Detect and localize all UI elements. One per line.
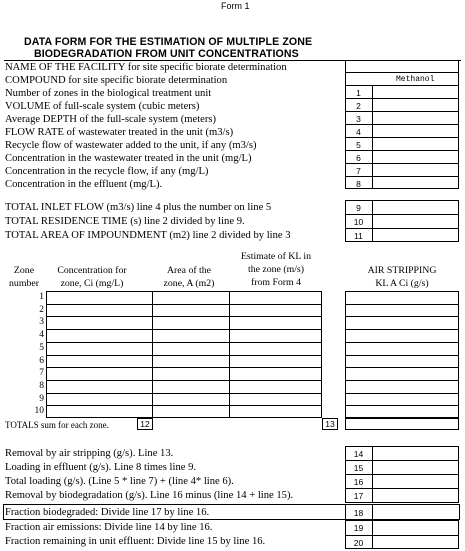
line-number: 15 (353, 463, 364, 473)
facility-label: NAME OF THE FACILITY for site specific biorate determination (5, 62, 287, 73)
zone-row-rule (345, 355, 459, 356)
form-title-line-1: DATA FORM FOR THE ESTIMATION OF MULTIPLE ZONE (24, 36, 313, 48)
totals-rule (345, 228, 459, 229)
col-header-zone: Zone number (9, 265, 39, 289)
zone-grid-divider (152, 291, 153, 427)
zone-row-rule (345, 342, 459, 343)
zone-number: 3 (39, 317, 44, 327)
zone-row-rule (46, 304, 322, 305)
zone-totals-label: TOTALS sum for each zone. (5, 420, 109, 430)
line-number: 13 (325, 419, 335, 429)
volume-label: VOLUME of full-scale system (cubic meters) (5, 101, 200, 112)
effluent-conc-label: Concentration in the effluent (mg/L). (5, 179, 163, 190)
zone-row-rule (46, 405, 322, 406)
zone-row-rule (46, 393, 322, 394)
loading-effluent-label: Loading in effluent (g/s). Line 8 times line 9. (5, 462, 197, 473)
line-number: 20 (353, 538, 364, 548)
header-rule (345, 150, 459, 151)
zone-row-rule (345, 316, 459, 317)
zone-number: 4 (39, 330, 44, 340)
fraction-remaining-label: Fraction remaining in unit effluent: Divide line 15 by line 16. (5, 536, 266, 547)
line-number: 9 (356, 203, 361, 213)
line-number: 1 (356, 88, 361, 98)
header-rule (345, 137, 459, 138)
zone-row-rule (345, 405, 459, 406)
line-number: 14 (353, 449, 364, 459)
col-header-air-stripping: AIR STRIPPING KL A Ci (g/s) (367, 265, 437, 289)
line-number: 10 (353, 217, 364, 227)
fraction-air-emissions-label: Fraction air emissions: Divide line 14 by line 16. (5, 522, 213, 533)
line-number: 8 (356, 179, 361, 189)
wastewater-conc-label: Concentration in the wastewater treated in the unit (mg/L) (5, 153, 252, 164)
form-title-line-2: BIODEGRADATION FROM UNIT CONCENTRATIONS (34, 48, 299, 60)
col-header-area: Area of the zone, A (m2) (163, 265, 215, 289)
zone-number: 6 (39, 356, 44, 366)
fraction-biodegraded-label: Fraction biodegraded: Divide line 17 by line 16. (5, 507, 210, 518)
header-rule (345, 72, 459, 73)
col-header-kl: Estimate of KL in the zone (m/s) from Form 4 (240, 251, 312, 288)
zone-row-rule (46, 355, 322, 356)
zone-number: 7 (39, 368, 44, 378)
results-line-divider (372, 504, 373, 520)
header-rule (345, 124, 459, 125)
total-loading-label: Total loading (g/s). (Line 5 * line 7) + (line 4* line 6). (5, 476, 234, 487)
fraction-biodegraded-highlight (3, 504, 460, 520)
zone-row-rule (345, 329, 459, 330)
line-number: 6 (356, 153, 361, 163)
line-number: 12 (140, 419, 150, 429)
compound-value-field[interactable]: Methanol (396, 75, 435, 84)
line-number: 7 (356, 166, 361, 176)
zone-row-rule (46, 367, 322, 368)
removal-air-stripping-label: Removal by air stripping (g/s). Line 13. (5, 448, 174, 459)
line-number: 19 (353, 523, 364, 533)
line-number: 4 (356, 127, 361, 137)
zone-number: 10 (34, 406, 44, 416)
zone-number: 5 (39, 343, 44, 353)
zone-number: 1 (39, 292, 44, 302)
zone-row-rule (46, 329, 322, 330)
results-rule (345, 488, 459, 489)
header-rule (345, 111, 459, 112)
results-rule (345, 474, 459, 475)
compound-label: COMPOUND for site specific biorate determination (5, 75, 228, 86)
zone-row-rule (46, 342, 322, 343)
line-number: 3 (356, 114, 361, 124)
results-rule (345, 535, 459, 536)
depth-label: Average DEPTH of the full-scale system (meters) (5, 114, 217, 125)
removal-biodegradation-label: Removal by biodegradation (g/s). Line 16 minus (line 14 + line 15). (5, 490, 294, 501)
line-number: 11 (354, 231, 363, 241)
total-inlet-flow-label: TOTAL INLET FLOW (m3/s) line 4 plus the number on line 5 (5, 202, 272, 213)
line-number: 16 (353, 477, 364, 487)
line-number: 18 (353, 508, 364, 518)
zone-number: 9 (39, 394, 44, 404)
zone-row-rule (46, 316, 322, 317)
line-number: 5 (356, 140, 361, 150)
results-rule (345, 460, 459, 461)
header-rule (345, 163, 459, 164)
zones-count-label: Number of zones in the biological treatment unit (5, 88, 212, 99)
form-label: Form 1 (221, 1, 250, 11)
recycle-conc-label: Concentration in the recycle flow, if any (mg/L) (5, 166, 209, 177)
zone-number: 2 (39, 305, 44, 315)
totals-line-divider (372, 200, 373, 242)
flow-rate-label: FLOW RATE of wastewater treated in the unit (m3/s) (5, 127, 234, 138)
zone-row-rule (46, 380, 322, 381)
zone-number: 8 (39, 381, 44, 391)
recycle-flow-label: Recycle flow of wastewater added to the unit, if any (m3/s) (5, 140, 257, 151)
total-residence-time-label: TOTAL RESIDENCE TIME (s) line 2 divided by line 9. (5, 216, 245, 227)
header-rule (345, 85, 459, 86)
total-area-label: TOTAL AREA OF IMPOUNDMENT (m2) line 2 divided by line 3 (5, 230, 291, 241)
air-stripping-total-field[interactable] (345, 418, 459, 430)
zone-row-rule (345, 367, 459, 368)
col-header-concentration: Concentration for zone, Ci (mg/L) (57, 265, 127, 289)
line-number: 2 (356, 101, 361, 111)
zone-row-rule (345, 304, 459, 305)
zone-row-rule (345, 393, 459, 394)
zone-row-rule (345, 380, 459, 381)
totals-rule (345, 214, 459, 215)
header-rule (345, 176, 459, 177)
header-rule (345, 98, 459, 99)
line-number: 17 (353, 491, 364, 501)
